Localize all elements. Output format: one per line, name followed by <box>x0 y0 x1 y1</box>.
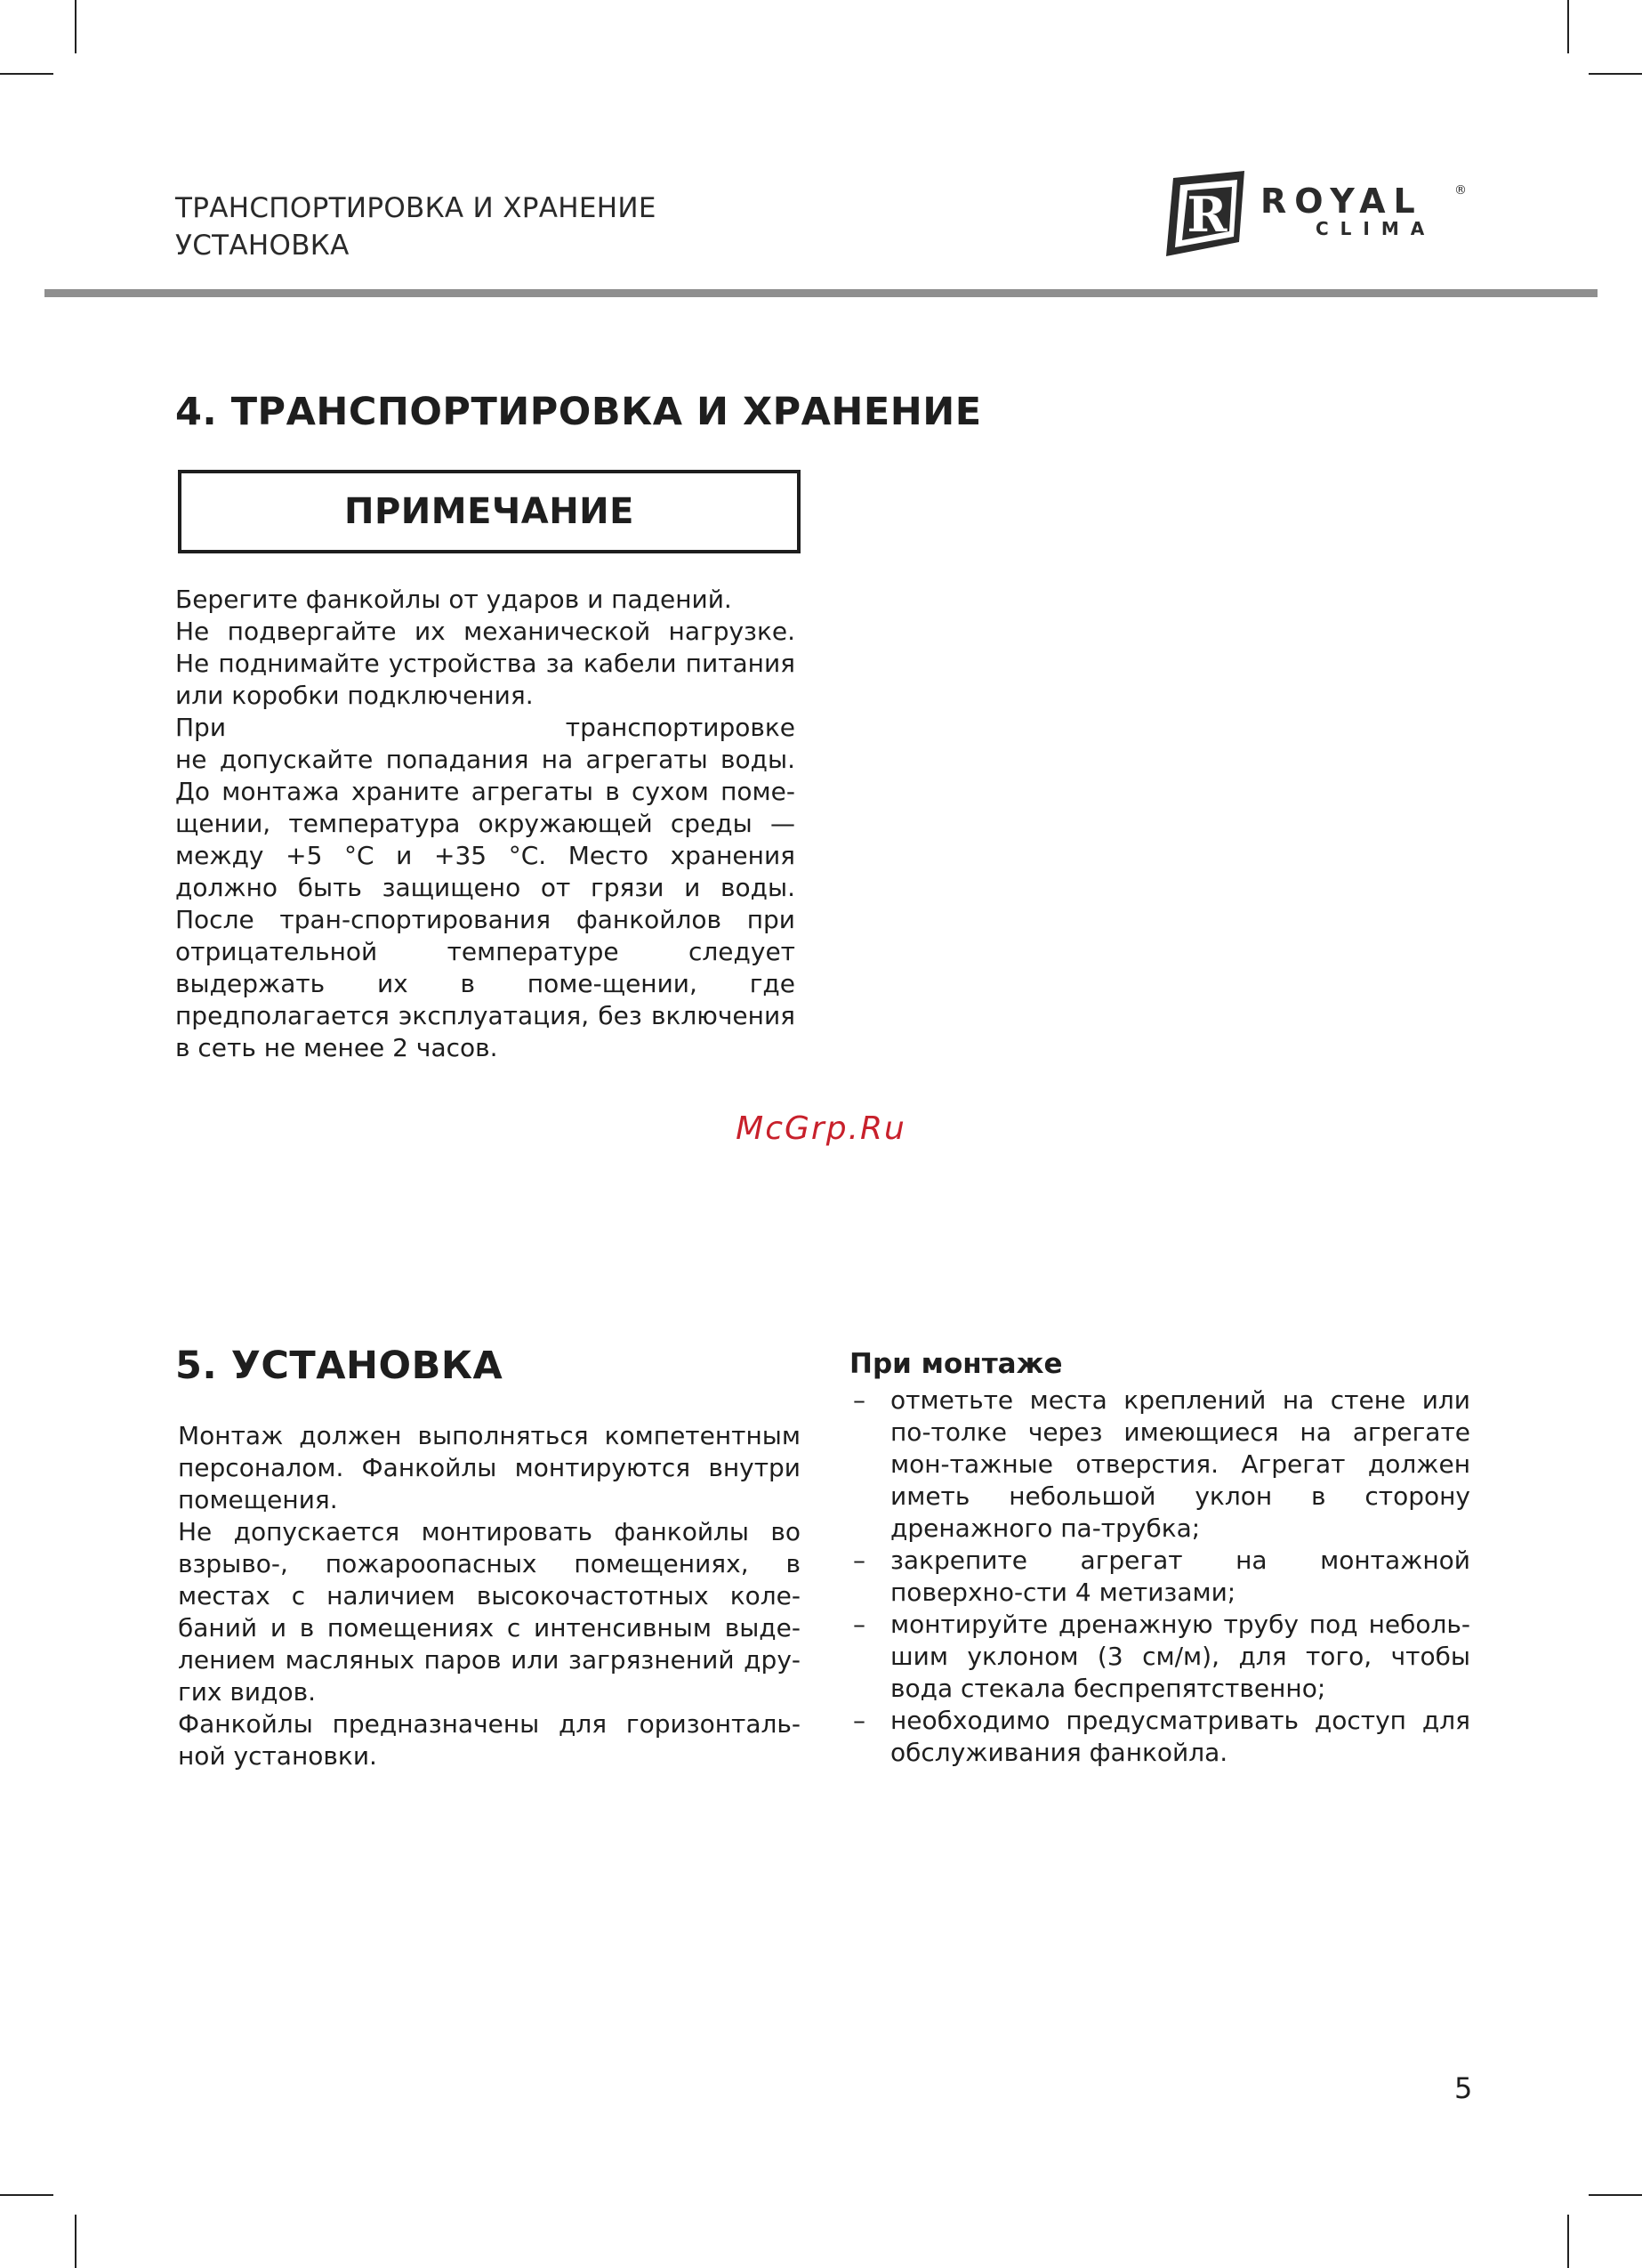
section-5-paragraph: Не допускается монтировать фанкойлы во взрыво-, пожароопасных помещениях, в местах с наличием высокочастотных коле-баний и в помещениях с интенсивным выде-лением масляных паров или загрязнений дру-гих видов. <box>178 1517 801 1707</box>
list-item <box>849 1545 1470 1609</box>
list-item-text: монтируйте дренажную трубу под неболь-шим уклоном (3 см/м), для того, чтобы вода стекала беспрепятственно; <box>890 1610 1470 1703</box>
section-4-paragraph: Не подвергайте их механической нагрузке. Не поднимайте устройства за кабели питания или коробки подключения. <box>175 617 795 710</box>
list-item-text: необходимо предусматривать доступ для обслуживания фанкойла. <box>890 1706 1470 1767</box>
crop-mark <box>1589 2194 1642 2196</box>
logo-registered-mark: ® <box>1454 183 1467 198</box>
crop-mark <box>75 0 76 53</box>
list-item <box>849 1384 1470 1545</box>
list-item-text: отметьте места креплений на стене или по-толке через имеющиеся на агрегате мон-тажные отверстия. Агрегат должен иметь небольшой уклон в сторону дренажного па-трубка; <box>890 1385 1470 1543</box>
dash-bullet: – <box>853 1546 865 1575</box>
note-box <box>178 470 801 553</box>
section-4-paragraph: При транспортировке <box>175 713 795 742</box>
list-item-text: закрепите агрегат на монтажной поверхно-сти 4 метизами; <box>890 1546 1470 1607</box>
crop-mark <box>0 73 53 75</box>
crop-mark <box>1567 2215 1569 2268</box>
section-4-title: 4. ТРАНСПОРТИРОВКА И ХРАНЕНИЕ <box>175 390 982 434</box>
section-5-title: 5. УСТАНОВКА <box>175 1344 503 1388</box>
section-4-paragraph: Берегите фанкойлы от ударов и падений. <box>175 585 732 614</box>
install-heading: При монтаже <box>849 1348 1063 1380</box>
list-item <box>849 1705 1470 1769</box>
crop-mark <box>0 2194 53 2196</box>
header-rule <box>44 289 1598 297</box>
watermark: McGrp.Ru <box>736 1110 906 1147</box>
list-item <box>849 1609 1470 1705</box>
dash-bullet: – <box>853 1610 865 1639</box>
logo-brand: ROYAL <box>1260 182 1423 221</box>
dash-bullet: – <box>853 1706 865 1735</box>
logo-sub: CLIMA <box>1316 218 1437 239</box>
crop-mark <box>1567 0 1569 53</box>
note-label: ПРИМЕЧАНИЕ <box>344 491 634 532</box>
install-steps-list <box>849 1384 1470 1769</box>
section-4-paragraph: не допускайте попадания на агрегаты воды. До монтажа храните агрегаты в сухом поме-щении, температура окружающей среды — между +5 °С и +35 °С. Место хранения должно быть защищено от грязи и воды. После тран-спортирования фанкойлов при отрицательной температуре следует выдержать их в поме-щении, где предполагается эксплуатация, без включения в сеть не менее 2 часов. <box>175 745 795 1062</box>
logo-emblem-icon <box>1161 171 1250 256</box>
section-5-body <box>178 1420 801 1772</box>
dash-bullet: – <box>853 1385 865 1415</box>
section-4-body <box>175 584 795 1064</box>
logo-emblem-letter: R <box>1187 186 1227 243</box>
logo-text <box>1260 182 1467 239</box>
section-5-paragraph: Фанкойлы предназначены для горизонталь-ной установки. <box>178 1709 801 1771</box>
crop-mark <box>75 2215 76 2268</box>
running-header <box>175 190 656 264</box>
section-5-paragraph: Монтаж должен выполняться компетентным персоналом. Фанкойлы монтируются внутри помещения. <box>178 1421 801 1514</box>
running-header-line1: ТРАНСПОРТИРОВКА И ХРАНЕНИЕ <box>175 192 656 224</box>
crop-mark <box>1589 73 1642 75</box>
page-number: 5 <box>1454 2071 1473 2105</box>
running-header-line2: УСТАНОВКА <box>175 230 350 262</box>
brand-logo <box>1161 171 1472 256</box>
